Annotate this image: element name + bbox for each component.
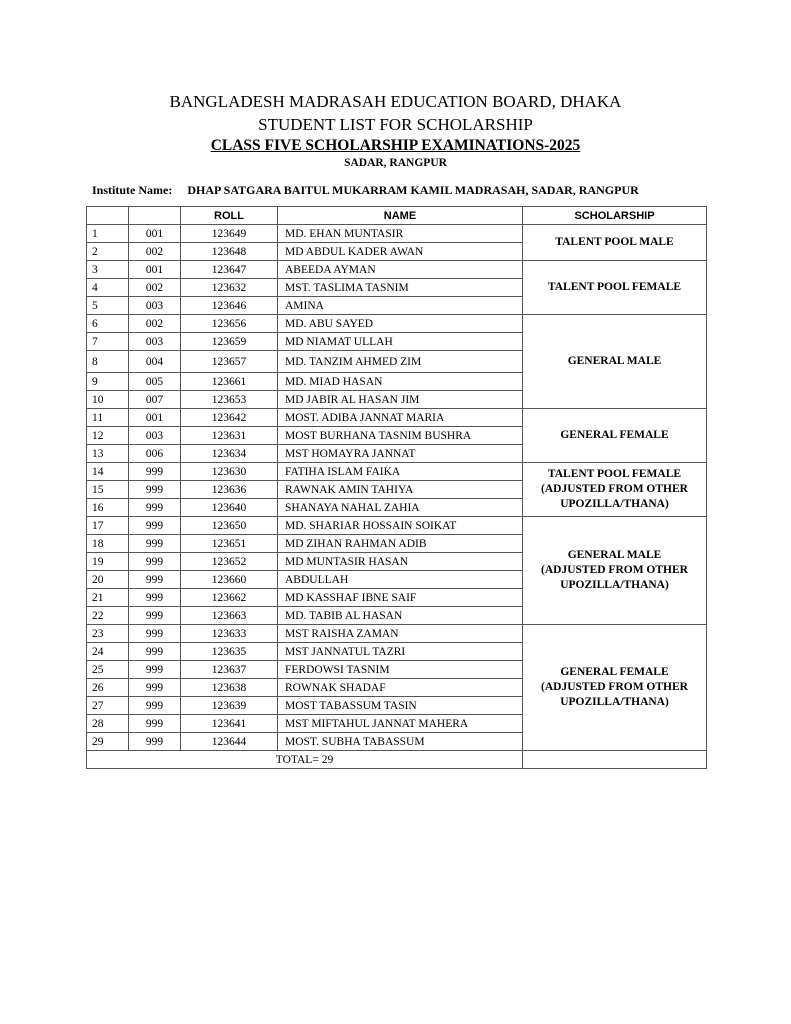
roll-cell: 123635 <box>181 643 278 661</box>
exam-title: CLASS FIVE SCHOLARSHIP EXAMINATIONS-2025 <box>210 137 581 154</box>
roll-cell: 123657 <box>181 351 278 373</box>
serial-cell: 1 <box>87 225 129 243</box>
roll-cell: 123637 <box>181 661 278 679</box>
serial-cell: 12 <box>87 427 129 445</box>
code-cell: 999 <box>129 535 181 553</box>
table-row <box>87 625 707 643</box>
code-cell: 999 <box>129 733 181 751</box>
total-empty-cell <box>523 751 707 769</box>
roll-cell: 123662 <box>181 589 278 607</box>
roll-cell: 123646 <box>181 297 278 315</box>
name-cell: MD. TANZIM AHMED ZIM <box>278 351 523 373</box>
code-cell: 999 <box>129 517 181 535</box>
code-cell: 002 <box>129 315 181 333</box>
name-cell: MOST. SUBHA TABASSUM <box>278 733 523 751</box>
scholarship-group-cell <box>523 463 707 517</box>
name-cell: MD ZIHAN RAHMAN ADIB <box>278 535 523 553</box>
list-title: STUDENT LIST FOR SCHOLARSHIP <box>258 115 533 134</box>
code-cell: 007 <box>129 391 181 409</box>
header-scholarship: SCHOLARSHIP <box>523 207 707 225</box>
total-row <box>87 751 707 769</box>
scholarship-group-cell <box>523 315 707 409</box>
serial-cell: 4 <box>87 279 129 297</box>
roll-cell: 123660 <box>181 571 278 589</box>
serial-cell: 29 <box>87 733 129 751</box>
scholarship-label: UPOZILLA/THANA) <box>560 696 669 708</box>
roll-cell: 123649 <box>181 225 278 243</box>
serial-cell: 19 <box>87 553 129 571</box>
name-cell: MOST. ADIBA JANNAT MARIA <box>278 409 523 427</box>
roll-cell: 123663 <box>181 607 278 625</box>
serial-cell: 17 <box>87 517 129 535</box>
code-cell: 005 <box>129 373 181 391</box>
roll-cell: 123642 <box>181 409 278 427</box>
scholarship-table <box>86 206 707 769</box>
header-serial <box>87 207 129 225</box>
table-row <box>87 315 707 333</box>
scholarship-group-cell <box>523 409 707 463</box>
scholarship-label: GENERAL FEMALE <box>560 666 669 678</box>
total-cell: TOTAL= 29 <box>87 751 523 769</box>
code-cell: 999 <box>129 643 181 661</box>
name-cell: MST RAISHA ZAMAN <box>278 625 523 643</box>
serial-cell: 15 <box>87 481 129 499</box>
serial-cell: 11 <box>87 409 129 427</box>
code-cell: 999 <box>129 661 181 679</box>
code-cell: 999 <box>129 499 181 517</box>
code-cell: 001 <box>129 225 181 243</box>
table-header-row <box>87 207 707 225</box>
name-cell: MOST BURHANA TASNIM BUSHRA <box>278 427 523 445</box>
roll-cell: 123640 <box>181 499 278 517</box>
scholarship-label: GENERAL MALE <box>567 549 662 561</box>
code-cell: 999 <box>129 679 181 697</box>
serial-cell: 20 <box>87 571 129 589</box>
name-cell: MD ABDUL KADER AWAN <box>278 243 523 261</box>
serial-cell: 7 <box>87 333 129 351</box>
serial-cell: 8 <box>87 351 129 373</box>
roll-cell: 123661 <box>181 373 278 391</box>
serial-cell: 22 <box>87 607 129 625</box>
name-cell: MD KASSHAF IBNE SAIF <box>278 589 523 607</box>
name-cell: MOST TABASSUM TASIN <box>278 697 523 715</box>
header-code <box>129 207 181 225</box>
roll-cell: 123653 <box>181 391 278 409</box>
name-cell: MD. TABIB AL HASAN <box>278 607 523 625</box>
scholarship-label: UPOZILLA/THANA) <box>560 579 669 591</box>
table-row <box>87 409 707 427</box>
scholarship-label: TALENT POOL MALE <box>555 236 674 248</box>
name-cell: MD NIAMAT ULLAH <box>278 333 523 351</box>
name-cell: MD. EHAN MUNTASIR <box>278 225 523 243</box>
code-cell: 003 <box>129 297 181 315</box>
institute-name: DHAP SATGARA BAITUL MUKARRAM KAMIL MADRASAH, SADAR, RANGPUR <box>187 183 639 197</box>
roll-cell: 123659 <box>181 333 278 351</box>
serial-cell: 14 <box>87 463 129 481</box>
scholarship-group-cell <box>523 625 707 751</box>
serial-cell: 18 <box>87 535 129 553</box>
name-cell: FERDOWSI TASNIM <box>278 661 523 679</box>
name-cell: MD. SHARIAR HOSSAIN SOIKAT <box>278 517 523 535</box>
scholarship-label: UPOZILLA/THANA) <box>560 498 669 510</box>
roll-cell: 123652 <box>181 553 278 571</box>
name-cell: MD. ABU SAYED <box>278 315 523 333</box>
roll-cell: 123641 <box>181 715 278 733</box>
code-cell: 999 <box>129 481 181 499</box>
table-row <box>87 517 707 535</box>
scholarship-label: TALENT POOL FEMALE <box>547 468 682 480</box>
code-cell: 003 <box>129 427 181 445</box>
scholarship-label: GENERAL FEMALE <box>560 429 669 441</box>
roll-cell: 123648 <box>181 243 278 261</box>
code-cell: 999 <box>129 463 181 481</box>
roll-cell: 123651 <box>181 535 278 553</box>
code-cell: 002 <box>129 243 181 261</box>
serial-cell: 2 <box>87 243 129 261</box>
code-cell: 999 <box>129 607 181 625</box>
board-title: BANGLADESH MADRASAH EDUCATION BOARD, DHAKA <box>169 92 622 111</box>
code-cell: 999 <box>129 589 181 607</box>
code-cell: 999 <box>129 571 181 589</box>
scholarship-label: GENERAL MALE <box>567 355 662 367</box>
roll-cell: 123650 <box>181 517 278 535</box>
serial-cell: 28 <box>87 715 129 733</box>
serial-cell: 26 <box>87 679 129 697</box>
roll-cell: 123632 <box>181 279 278 297</box>
name-cell: ABDULLAH <box>278 571 523 589</box>
name-cell: MST. TASLIMA TASNIM <box>278 279 523 297</box>
code-cell: 003 <box>129 333 181 351</box>
scholarship-label: (ADJUSTED FROM OTHER <box>541 564 688 576</box>
code-cell: 001 <box>129 261 181 279</box>
serial-cell: 24 <box>87 643 129 661</box>
code-cell: 006 <box>129 445 181 463</box>
name-cell: RAWNAK AMIN TAHIYA <box>278 481 523 499</box>
scholarship-label: TALENT POOL FEMALE <box>547 281 682 293</box>
serial-cell: 27 <box>87 697 129 715</box>
serial-cell: 5 <box>87 297 129 315</box>
serial-cell: 9 <box>87 373 129 391</box>
name-cell: FATIHA ISLAM FAIKA <box>278 463 523 481</box>
roll-cell: 123644 <box>181 733 278 751</box>
code-cell: 001 <box>129 409 181 427</box>
code-cell: 004 <box>129 351 181 373</box>
scholarship-label: (ADJUSTED FROM OTHER <box>541 483 688 495</box>
code-cell: 999 <box>129 625 181 643</box>
code-cell: 999 <box>129 715 181 733</box>
scholarship-label: (ADJUSTED FROM OTHER <box>541 681 688 693</box>
table-row <box>87 261 707 279</box>
roll-cell: 123634 <box>181 445 278 463</box>
name-cell: MST HOMAYRA JANNAT <box>278 445 523 463</box>
roll-cell: 123633 <box>181 625 278 643</box>
name-cell: MST JANNATUL TAZRI <box>278 643 523 661</box>
table-body <box>87 225 707 751</box>
code-cell: 002 <box>129 279 181 297</box>
roll-cell: 123630 <box>181 463 278 481</box>
table-row <box>87 225 707 243</box>
roll-cell: 123636 <box>181 481 278 499</box>
scholarship-group-cell <box>523 225 707 261</box>
name-cell: MD JABIR AL HASAN JIM <box>278 391 523 409</box>
institute-label: Institute Name: <box>92 183 173 197</box>
serial-cell: 25 <box>87 661 129 679</box>
serial-cell: 10 <box>87 391 129 409</box>
roll-cell: 123647 <box>181 261 278 279</box>
name-cell: ABEEDA AYMAN <box>278 261 523 279</box>
institute-line <box>92 183 639 198</box>
name-cell: MD MUNTASIR HASAN <box>278 553 523 571</box>
name-cell: MD. MIAD HASAN <box>278 373 523 391</box>
roll-cell: 123656 <box>181 315 278 333</box>
roll-cell: 123631 <box>181 427 278 445</box>
roll-cell: 123639 <box>181 697 278 715</box>
serial-cell: 3 <box>87 261 129 279</box>
scholarship-group-cell <box>523 517 707 625</box>
serial-cell: 21 <box>87 589 129 607</box>
name-cell: MST MIFTAHUL JANNAT MAHERA <box>278 715 523 733</box>
table-row <box>87 463 707 481</box>
name-cell: ROWNAK SHADAF <box>278 679 523 697</box>
header-roll: ROLL <box>181 207 278 225</box>
scholarship-group-cell <box>523 261 707 315</box>
roll-cell: 123638 <box>181 679 278 697</box>
name-cell: AMINA <box>278 297 523 315</box>
serial-cell: 13 <box>87 445 129 463</box>
header-name: NAME <box>278 207 523 225</box>
code-cell: 999 <box>129 697 181 715</box>
name-cell: SHANAYA NAHAL ZAHIA <box>278 499 523 517</box>
code-cell: 999 <box>129 553 181 571</box>
location-subtitle: SADAR, RANGPUR <box>344 157 447 169</box>
serial-cell: 6 <box>87 315 129 333</box>
serial-cell: 23 <box>87 625 129 643</box>
serial-cell: 16 <box>87 499 129 517</box>
